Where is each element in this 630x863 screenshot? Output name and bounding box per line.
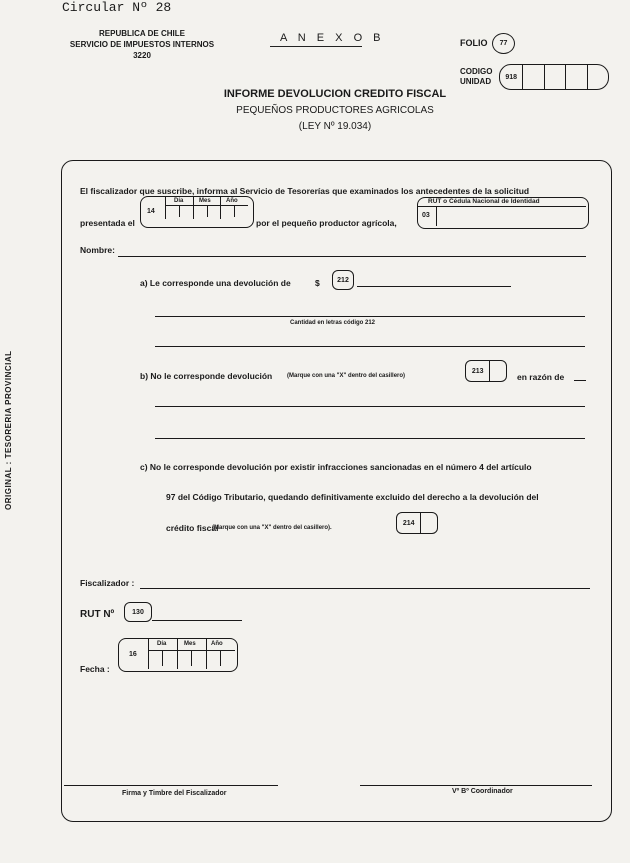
anexo-label: A N E X O B <box>280 32 385 44</box>
code-214-box[interactable] <box>396 512 438 534</box>
rut-header-line <box>418 206 586 207</box>
fecha-divider <box>206 639 207 669</box>
amount-words-line-2[interactable] <box>155 346 585 347</box>
code-213: 213 <box>466 361 490 381</box>
razon-line-3[interactable] <box>155 438 585 439</box>
option-c-note: (Marque con una "X" dentro del casillero). <box>212 525 332 531</box>
rut-no-label: RUT Nº <box>80 609 115 620</box>
razon-line[interactable] <box>574 380 586 381</box>
date-divider <box>220 197 221 219</box>
circular-number: Circular Nº 28 <box>62 0 172 15</box>
code-130-box <box>124 602 152 622</box>
folio-number-oval <box>492 33 515 54</box>
form-frame <box>61 160 612 822</box>
rut-code-03: 03 <box>422 212 430 219</box>
code-212: 212 <box>337 276 349 284</box>
date-day-label: Día <box>174 198 184 204</box>
amount-line[interactable] <box>357 286 511 287</box>
codigo-cell-1[interactable] <box>523 65 544 89</box>
fecha-subdivider <box>191 650 192 666</box>
codigo-unidad-number: 918 <box>500 65 523 89</box>
dollar-sign: $ <box>315 278 320 288</box>
fiscalizador-label: Fiscalizador : <box>80 578 135 588</box>
issuer-header <box>60 28 224 61</box>
issuer-country: REPUBLICA DE CHILE <box>99 29 185 38</box>
option-b-text: b) No le corresponde devolución <box>140 371 273 381</box>
vobo-line[interactable] <box>360 785 592 786</box>
codigo-cell-2[interactable] <box>545 65 566 89</box>
code-213-mark-cell[interactable] <box>490 361 506 381</box>
unidad-label: UNIDAD <box>460 77 492 86</box>
folio-number: 77 <box>499 40 508 47</box>
code-212-box[interactable] <box>332 270 354 290</box>
form-title: INFORME DEVOLUCION CREDITO FISCAL <box>223 88 447 100</box>
producer-text: por el pequeño productor agrícola, <box>256 218 397 228</box>
date-code-16: 16 <box>129 651 137 658</box>
issuer-service: SERVICIO DE IMPUESTOS INTERNOS <box>69 40 215 49</box>
fiscalizador-line[interactable] <box>140 588 590 589</box>
nombre-line[interactable] <box>118 256 586 257</box>
date-subdivider <box>234 205 235 217</box>
firma-line[interactable] <box>64 785 278 786</box>
fecha-subdivider <box>220 650 221 666</box>
fecha-label: Fecha : <box>80 664 110 674</box>
fecha-divider <box>177 639 178 669</box>
folio-label: FOLIO <box>460 38 488 48</box>
fecha-month-label: Mes <box>184 641 196 647</box>
firma-caption: Firma y Timbre del Fiscalizador <box>122 790 227 797</box>
date-divider <box>193 197 194 219</box>
option-c-line3: crédito fiscal <box>166 523 219 533</box>
option-c-line1: c) No le corresponde devolución por existir infracciones sancionadas en el número 4 del artículo <box>140 462 532 472</box>
option-a-text: a) Le corresponde una devolución de <box>140 278 291 288</box>
issuer-code: 3220 <box>133 51 151 60</box>
anexo-underline <box>270 46 362 47</box>
codigo-unidad-label <box>460 67 492 87</box>
amount-words-line[interactable] <box>155 316 585 317</box>
rut-divider <box>436 206 437 226</box>
nombre-label: Nombre: <box>80 245 115 255</box>
option-b-note: (Marque con una "X" dentro del casillero) <box>287 373 406 379</box>
fecha-subdivider <box>162 650 163 666</box>
option-c-line2: 97 del Código Tributario, quedando definitivamente excluido del derecho a la devolución del <box>166 492 539 502</box>
date-subdivider <box>207 205 208 217</box>
code-214-mark-cell[interactable] <box>421 513 437 533</box>
rut-fiscalizador-line[interactable] <box>152 620 242 621</box>
razon-label: en razón de <box>517 372 565 382</box>
date-month-label: Mes <box>199 198 211 204</box>
fecha-year-label: Año <box>211 641 223 647</box>
form-law: (LEY Nº 19.034) <box>298 121 372 132</box>
codigo-cell-3[interactable] <box>566 65 587 89</box>
code-130: 130 <box>132 608 144 616</box>
code-213-box[interactable] <box>465 360 507 382</box>
razon-line-2[interactable] <box>155 406 585 407</box>
date-code-14: 14 <box>147 208 155 215</box>
vobo-caption: Vº Bº Coordinador <box>452 788 513 795</box>
codigo-label: CODIGO <box>460 67 493 76</box>
presentada-label: presentada el <box>80 218 135 228</box>
side-label: ORIGINAL : TESORERIA PROVINCIAL <box>4 350 13 510</box>
code-214: 214 <box>397 513 421 533</box>
date-divider <box>165 197 166 219</box>
amount-words-caption: Cantidad en letras código 212 <box>290 320 376 326</box>
codigo-cell-4[interactable] <box>588 65 608 89</box>
form-subtitle: PEQUEÑOS PRODUCTORES AGRICOLAS <box>236 105 434 116</box>
fecha-day-label: Día <box>157 641 167 647</box>
rut-producer-label: RUT o Cédula Nacional de Identidad <box>428 198 540 205</box>
intro-text: El fiscalizador que suscribe, informa al Servicio de Tesorerías que examinados los antecedentes de la solicitud <box>80 186 530 196</box>
fecha-divider <box>148 639 149 669</box>
codigo-unidad-box[interactable] <box>499 64 609 90</box>
date-subdivider <box>179 205 180 217</box>
date-year-label: Año <box>226 198 238 204</box>
